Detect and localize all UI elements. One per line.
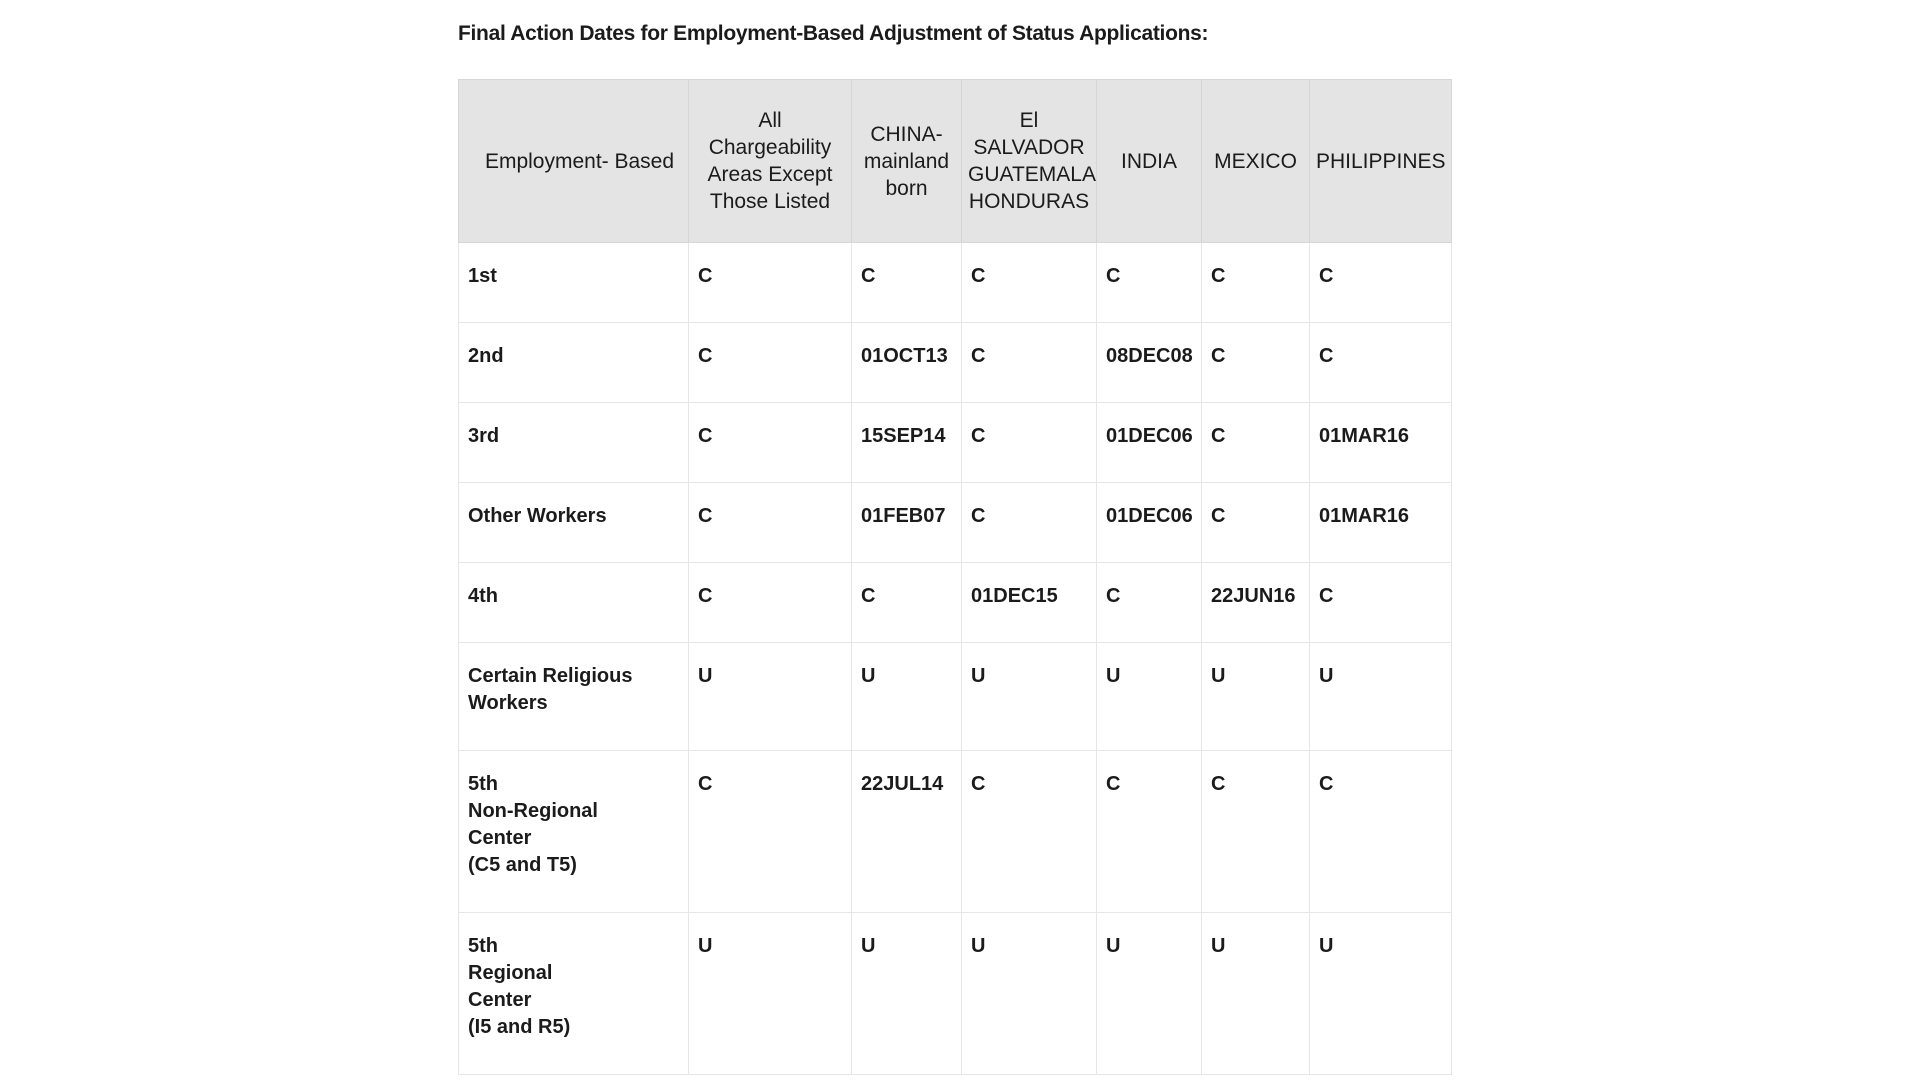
table-cell: U [962,913,1097,1075]
table-cell: C [962,243,1097,323]
table-cell: 22JUL14 [852,751,962,913]
column-header-india: INDIA [1097,80,1202,243]
row-category: 4th [459,563,689,643]
table-cell: C [1202,323,1310,403]
row-category: 2nd [459,323,689,403]
table-cell: 01FEB07 [852,483,962,563]
column-header-mexico: MEXICO [1202,80,1310,243]
row-category: Certain Religious Workers [459,643,689,751]
table-cell: 01DEC06 [1097,483,1202,563]
table-cell: C [852,243,962,323]
table-cell: U [852,643,962,751]
table-header-row [459,80,1452,243]
table-cell: C [1202,483,1310,563]
table-cell: C [1097,751,1202,913]
table-cell: C [962,751,1097,913]
table-cell: U [689,913,852,1075]
table-cell: 01DEC06 [1097,403,1202,483]
table-cell: C [1310,323,1452,403]
column-header-philippines: PHILIPPINES [1310,80,1452,243]
table-cell: C [1310,751,1452,913]
column-header-el-salvador-guatemala-honduras: El SALVADOR GUATEMALA HONDURAS [962,80,1097,243]
table-row [459,403,1452,483]
table-cell: U [852,913,962,1075]
table-cell: U [1202,643,1310,751]
column-header-all-chargeability: All Chargeability Areas Except Those Listed [689,80,852,243]
table-cell: 01MAR16 [1310,403,1452,483]
table-cell: C [1097,243,1202,323]
row-category: 1st [459,243,689,323]
table-cell: 01OCT13 [852,323,962,403]
row-category: Other Workers [459,483,689,563]
table-cell: C [852,563,962,643]
row-category: 5th Non-Regional Center (C5 and T5) [459,751,689,913]
table-row [459,751,1452,913]
table-row [459,913,1452,1075]
table-cell: 08DEC08 [1097,323,1202,403]
table-row [459,483,1452,563]
table-row [459,563,1452,643]
table-cell: C [1310,563,1452,643]
table-cell: 01DEC15 [962,563,1097,643]
table-cell: 22JUN16 [1202,563,1310,643]
table-cell: U [1310,643,1452,751]
table-cell: U [962,643,1097,751]
final-action-dates-table [458,79,1452,1075]
row-category: 5th Regional Center (I5 and R5) [459,913,689,1075]
table-cell: C [689,751,852,913]
table-cell: C [1202,243,1310,323]
table-cell: U [1310,913,1452,1075]
table-cell: C [1202,751,1310,913]
table-cell: C [689,563,852,643]
table-cell: U [1202,913,1310,1075]
table-row [459,643,1452,751]
table-cell: U [1097,913,1202,1075]
table-cell: C [689,483,852,563]
table-cell: U [1097,643,1202,751]
table-cell: 01MAR16 [1310,483,1452,563]
table-cell: C [962,483,1097,563]
table-cell: C [1310,243,1452,323]
table-row [459,323,1452,403]
table-cell: C [962,323,1097,403]
column-header-china: CHINA- mainland born [852,80,962,243]
table-row [459,243,1452,323]
page-title: Final Action Dates for Employment-Based Adjustment of Status Applications: [458,22,1209,45]
table-cell: C [689,403,852,483]
table-cell: C [1202,403,1310,483]
row-category: 3rd [459,403,689,483]
table-cell: U [689,643,852,751]
table-cell: C [689,243,852,323]
table-cell: C [689,323,852,403]
table-cell: C [1097,563,1202,643]
column-header-employment-based: Employment- Based [459,80,689,243]
table-cell: 15SEP14 [852,403,962,483]
table-cell: C [962,403,1097,483]
